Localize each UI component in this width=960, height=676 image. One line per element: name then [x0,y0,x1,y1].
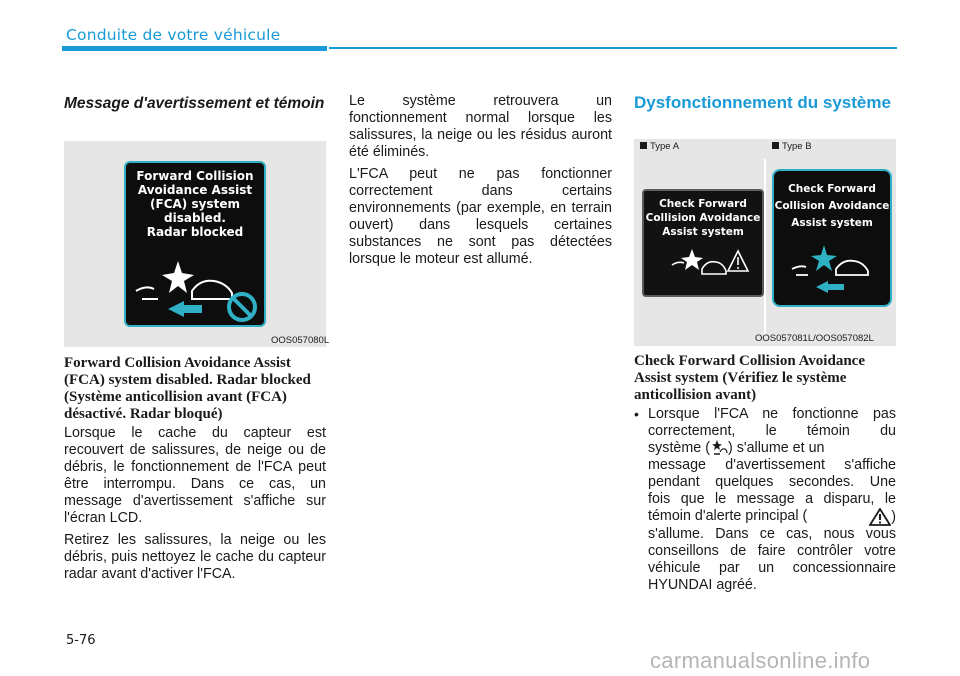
screen-line-2: Avoidance Assist [137,183,253,197]
bullet-line-8: s'allume. Dans ce cas, nous vous [648,526,896,542]
screen-b-line-2: Collision Avoidance [774,200,890,212]
bullet-line-6: fois que le message a disparu, le [648,491,896,507]
screen-a-line-1: Check Forward [659,198,747,210]
bullet-line-9: conseillons de faire contrôler votre [648,543,896,559]
fca-collision-icon [788,237,880,299]
lcd-screen-type-b [772,169,892,307]
paragraph-4: L'FCA peut ne pas fonctionner correctement dans certains environnements (par exemple, en terrain ouvert) dans lesquels certaines substances ne sont pas détectées lorsque le moteur est allumé. [349,166,612,267]
lcd-screen [124,161,266,327]
screen-b-line-3: Assist system [791,217,873,229]
screen-line-3: (FCA) system [150,197,240,211]
fca-disabled-heading: Forward Collision Avoidance Assist (FCA) system disabled. Radar blocked (Système anticollision avant (FCA) désactivé. Radar bloqué) [64,355,311,422]
screen-a-line-2: Collision Avoidance [645,212,761,224]
bullet-line-3: système ( ) s'allume et un [648,440,825,456]
warning-heading: Message d'avertissement et témoin [64,95,325,112]
bullet-dot: • [634,406,639,422]
master-warning-icon [869,508,891,526]
check-fca-heading: Check Forward Collision Avoidance Assist system (Vérifiez le système anticollision avant) [634,353,865,403]
square-bullet-icon [772,142,779,149]
figure-code: OOS057080L [271,335,330,346]
figure-fca-disabled [64,141,326,347]
page-number: 5-76 [66,633,96,648]
section-title: Conduite de votre véhicule [66,26,281,44]
lcd-screen-type-a [642,189,764,297]
bullet-line-7: témoin d'alerte principal ( ) [648,508,896,525]
bullet-line-10: véhicule par un concessionnaire [648,560,896,576]
figure-check-fca [634,139,896,346]
bullet-line-2: correctement, le témoin du [648,423,896,439]
bullet-line-5: pendant quelques secondes. Une [648,474,896,490]
bullet-line-11: HYUNDAI agréé. [648,577,757,593]
paragraph-2: Retirez les salissures, la neige ou les débris, puis nettoyez le cache du capteur radar avant d'activer l'FCA. [64,532,326,582]
header-rule-thin [329,47,897,49]
type-a-label: Type A [640,141,679,152]
paragraph-1: Lorsque le cache du capteur est recouvert de salissures, de neige ou de débris, le fonctionnement de l'FCA peut être interrompu. Dans ce cas, un message d'avertissement s'affiche sur l'écran LCD. [64,425,326,526]
fca-warning-icon [670,243,750,283]
screen-line-4: disabled. [164,211,226,225]
bullet-line-1: Lorsque l'FCA ne fonctionne pas [648,406,896,422]
figure-divider [764,159,766,335]
bullet-paragraph [648,406,896,594]
figure-code: OOS057081L/OOS057082L [755,333,874,344]
header-rule-thick [62,46,327,51]
fca-warning-light-icon [710,440,728,456]
watermark: carmanualsonline.info [650,648,871,673]
square-bullet-icon [640,142,647,149]
screen-a-line-3: Assist system [662,226,744,238]
bullet-line-4: message d'avertissement s'affiche [648,457,896,473]
screen-line-1: Forward Collision [136,169,254,183]
malfunction-heading: Dysfonctionnement du système [634,93,891,112]
screen-b-line-1: Check Forward [788,183,876,195]
fca-collision-icon [132,247,262,323]
type-b-label: Type B [772,141,812,152]
paragraph-3: Le système retrouvera un fonctionnement normal lorsque les salissures, la neige ou les résidus auront été éliminés. [349,93,612,160]
screen-line-5: Radar blocked [146,225,244,239]
